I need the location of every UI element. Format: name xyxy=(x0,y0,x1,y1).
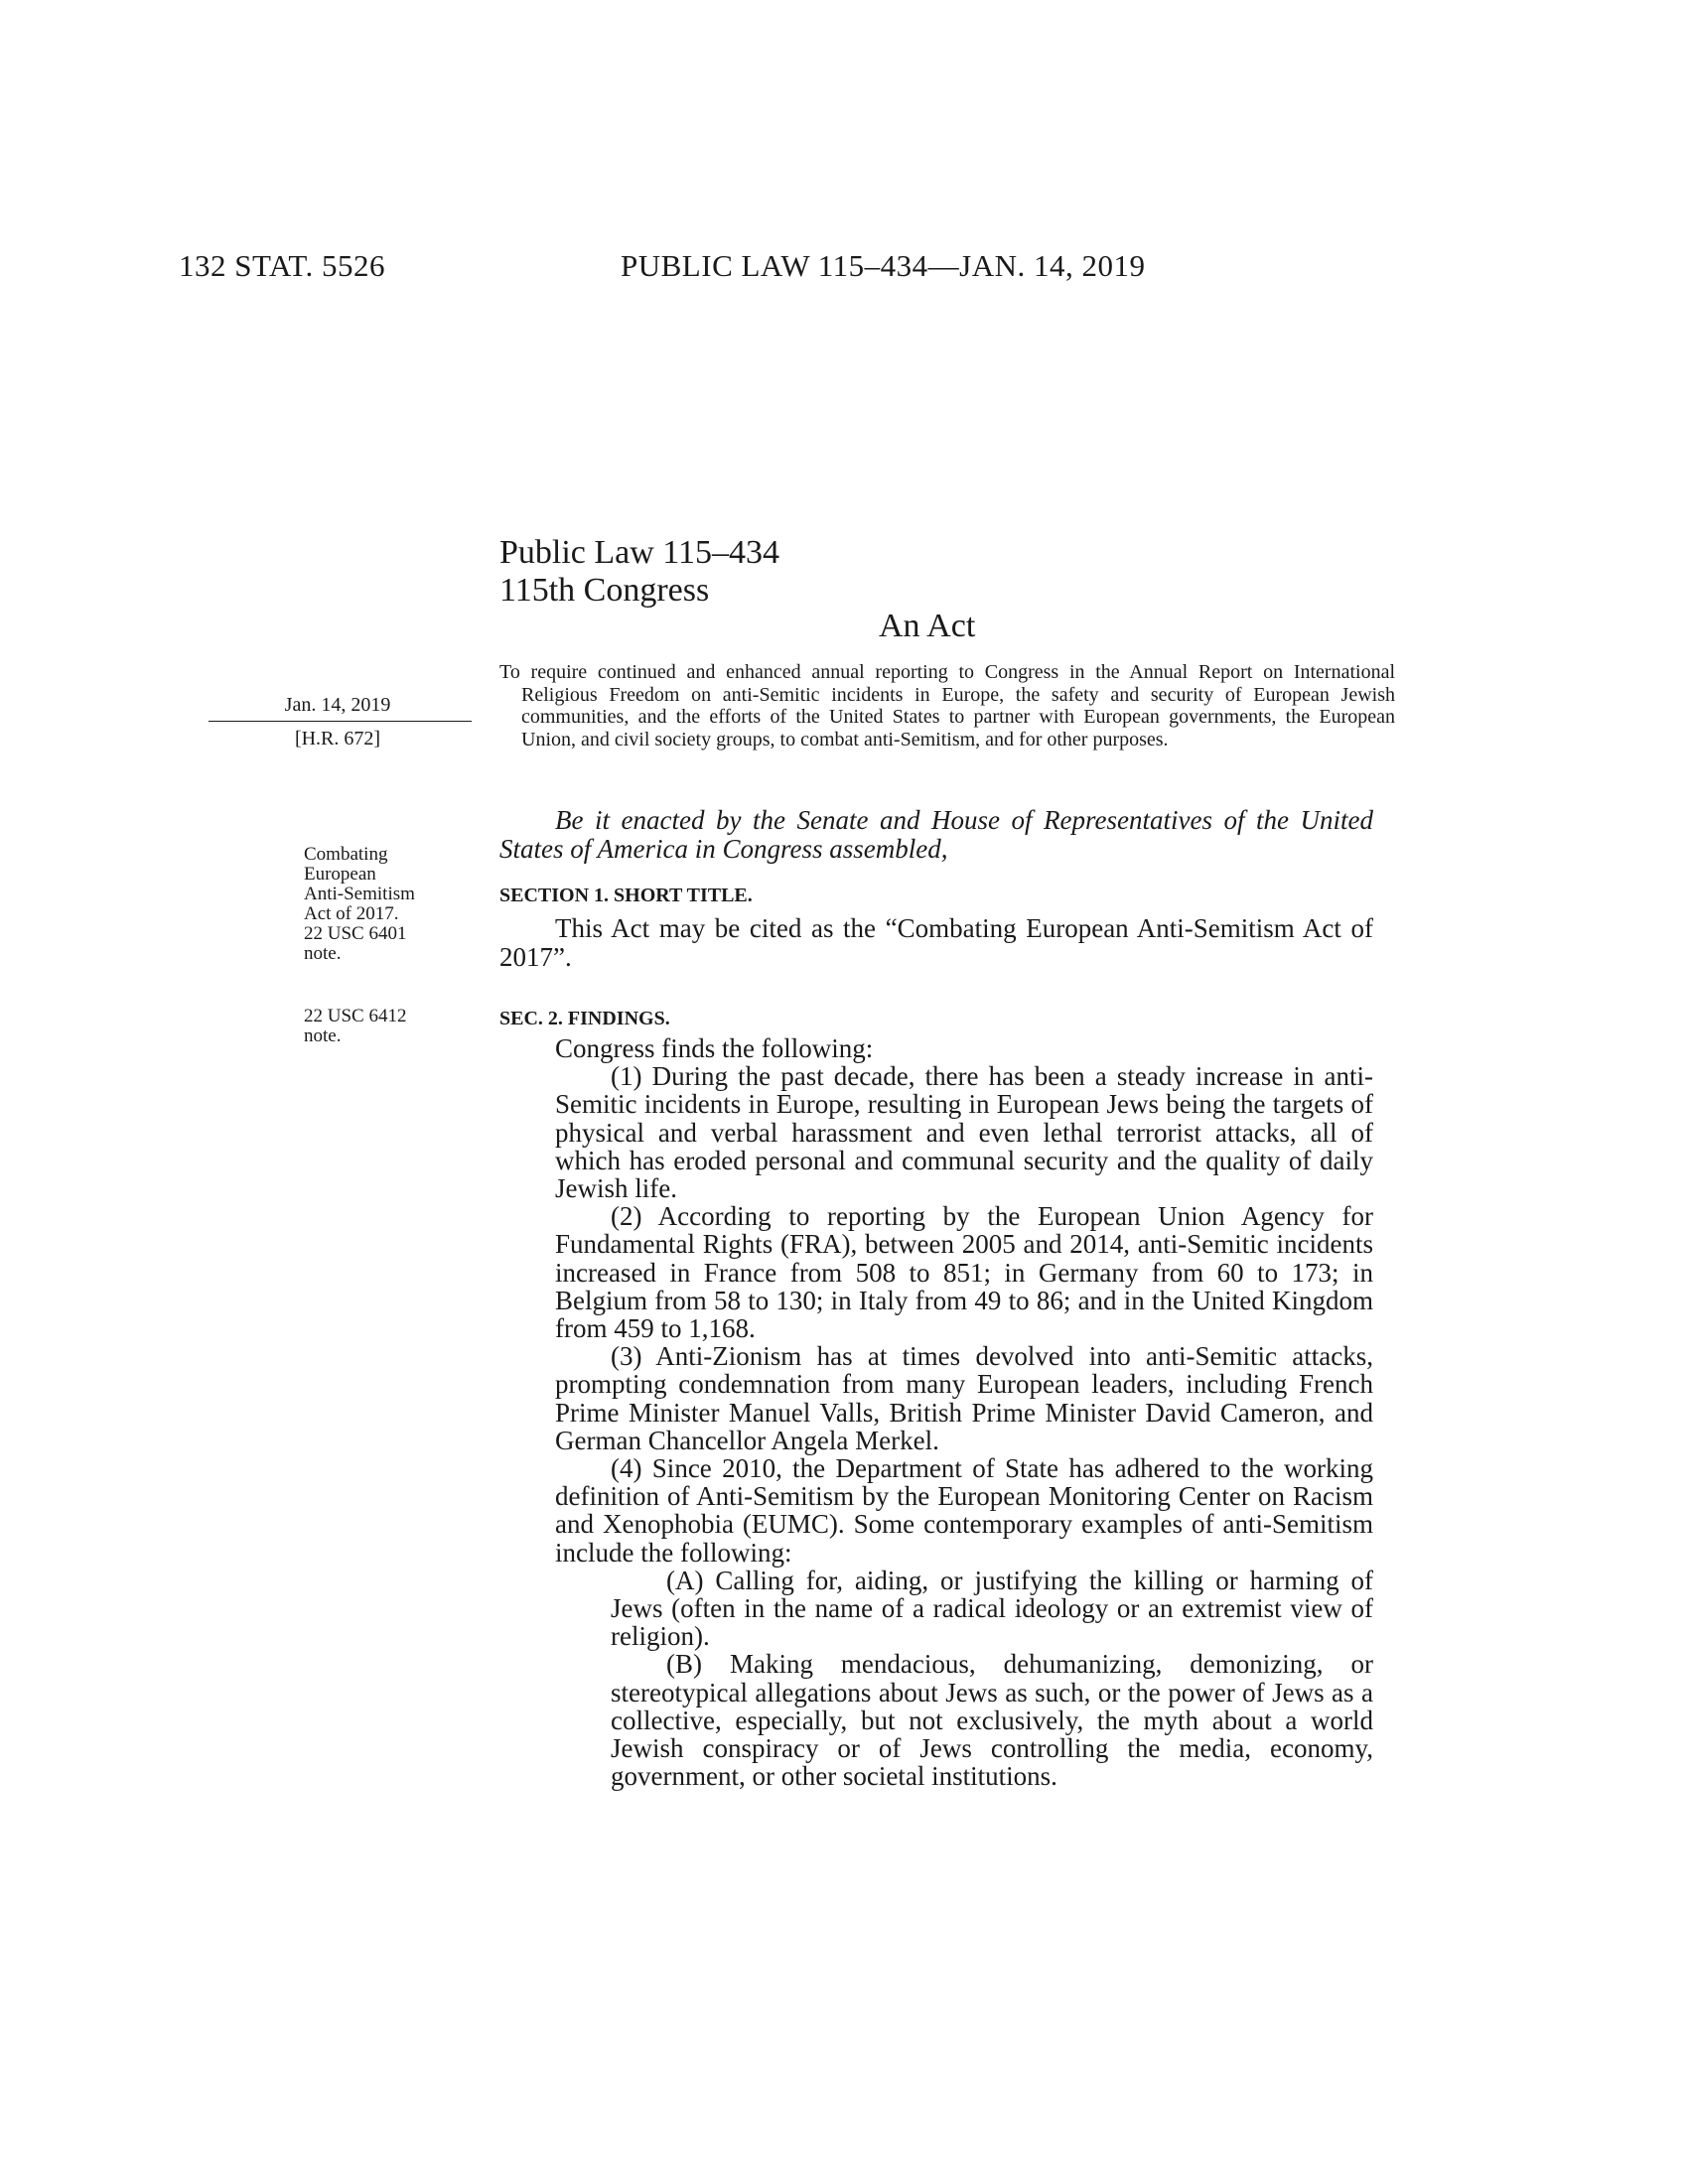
margin-short-title-note xyxy=(304,845,463,964)
margin-sec2-note xyxy=(304,1007,463,1046)
act-purpose: To require continued and enhanced annual reporting to Congress in the Annual Report on International Religious Freedom on anti-Semitic incidents in Europe, the safety and security of European Jewish communities, and the efforts of the United States to partner with European governments, the European Union, and civil society groups, to combat anti-Semitism, and for other purposes. xyxy=(499,661,1395,751)
margin-note-line: Anti-Semitism xyxy=(304,884,415,904)
act-title: An Act xyxy=(879,608,976,644)
congress-number: 115th Congress xyxy=(499,572,710,609)
page-stat-citation: 132 STAT. 5526 xyxy=(179,248,386,283)
margin-note-line: Combating xyxy=(304,844,388,865)
section1-heading: SECTION 1. SHORT TITLE. xyxy=(499,885,753,906)
example-b: (B) Making mendacious, dehumanizing, demonizing, or stereotypical allegations about Jews as such, or the power of Jews as a collective, especially, but not exclusively, the myth about a world Jewish conspiracy or of Jews controlling the media, economy, government, or other societal institutions. xyxy=(611,1649,1373,1792)
example-a: (A) Calling for, aiding, or justifying the killing or harming of Jews (often in the name of a radical ideology or an extremist view of religion). xyxy=(611,1565,1373,1652)
margin-divider xyxy=(209,721,472,722)
public-law-number: Public Law 115–434 xyxy=(499,534,780,571)
finding-3: (3) Anti-Zionism has at times devolved into anti-Semitic attacks, prompting condemnation from many European leaders, including French Prime Minister Manuel Valls, British Prime Minister David Cameron, and German Chancellor Angela Merkel. xyxy=(555,1341,1373,1455)
section2-body xyxy=(499,1034,1373,1790)
section1-text: This Act may be cited as the “Combating European Anti-Semitism Act of 2017”. xyxy=(499,913,1373,972)
findings-lead: Congress finds the following: xyxy=(555,1033,874,1063)
margin-note-line: 22 USC 6401 xyxy=(304,923,407,944)
enacting-clause: Be it enacted by the Senate and House of Representatives of the United States of America in Congress assembled, xyxy=(499,805,1373,864)
margin-note-line: Act of 2017. xyxy=(304,903,399,924)
margin-note-line: European xyxy=(304,864,376,885)
margin-note-line: note. xyxy=(304,943,342,964)
running-head: PUBLIC LAW 115–434—JAN. 14, 2019 xyxy=(621,248,1146,283)
finding-4: (4) Since 2010, the Department of State has adhered to the working definition of Anti-Semitism by the European Monitoring Center on Racism and Xenophobia (EUMC). Some contemporary examples of anti-Semitism include the following: xyxy=(555,1453,1373,1568)
section2-heading: SEC. 2. FINDINGS. xyxy=(499,1008,670,1029)
margin-note-line: note. xyxy=(304,1025,342,1046)
margin-date: Jan. 14, 2019 xyxy=(284,694,391,716)
margin-note-line: 22 USC 6412 xyxy=(304,1006,407,1026)
finding-2: (2) According to reporting by the European Union Agency for Fundamental Rights (FRA), between 2005 and 2014, anti-Semitic incidents increased in France from 508 to 851; in Germany from 60 to 173; in Belgium from 58 to 130; in Italy from 49 to 86; and in the United Kingdom from 459 to 1,168. xyxy=(555,1201,1373,1344)
margin-bill-number: [H.R. 672] xyxy=(294,728,381,750)
finding-1: (1) During the past decade, there has been a steady increase in anti-Semitic incidents in Europe, resulting in European Jews being the targets of physical and verbal harassment and even lethal terrorist attacks, all of which has eroded personal and communal security and the quality of daily Jewish life. xyxy=(555,1061,1373,1204)
